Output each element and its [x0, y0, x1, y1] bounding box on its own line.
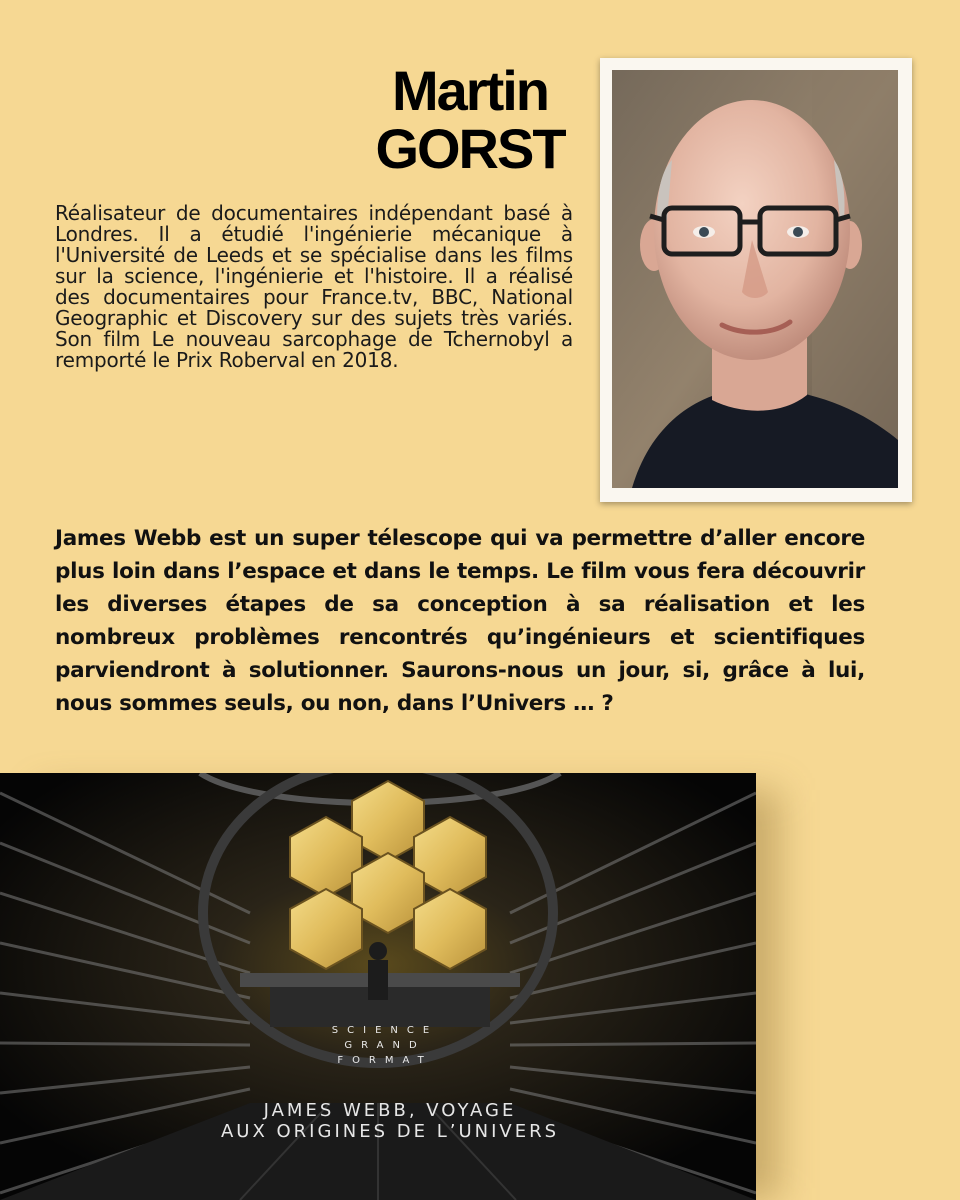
- director-last-name: GORST: [375, 117, 565, 180]
- series-word-2: GRAND: [344, 1040, 426, 1051]
- series-word-1: SCIENCE: [331, 1025, 439, 1036]
- poster-series-label: [300, 1023, 470, 1068]
- director-first-name: Martin: [392, 59, 548, 122]
- director-bio: Réalisateur de documentaires indépendant basé à Londres. Il a étudié l'ingénierie mécanique à l'Université de Leeds et se spécialise dans les films sur la science, l'ingénierie et l'histoire. Il a réalisé des documentaires pour France.tv, BBC, National Geographic et Discovery sur des sujets très variés. Son film Le nouveau sarcophage de Tchernobyl a remporté le Prix Roberval en 2018.: [55, 201, 573, 372]
- film-title-line-2: AUX ORIGINES DE L’UNIVERS: [220, 1121, 560, 1142]
- portrait-illustration: [612, 70, 898, 488]
- series-word-3: FORMAT: [337, 1055, 433, 1066]
- poster-film-title: [180, 1100, 600, 1142]
- film-title-line-1: JAMES WEBB, VOYAGE: [263, 1100, 517, 1121]
- portrait-frame: [600, 58, 912, 502]
- director-name: [345, 59, 595, 180]
- film-synopsis: James Webb est un super télescope qui va permettre d’aller encore plus loin dans l’espace et dans le temps. Le film vous fera découvrir les diverses étapes de sa conception à sa réalisation et les nombreux problèmes rencontrés qu’ingénieurs et scientifiques parviendront à solutionner. Saurons-nous un jour, si, grâce à lui, nous sommes seuls, ou non, dans l’Univers … ?: [55, 526, 865, 716]
- director-portrait: [612, 70, 898, 488]
